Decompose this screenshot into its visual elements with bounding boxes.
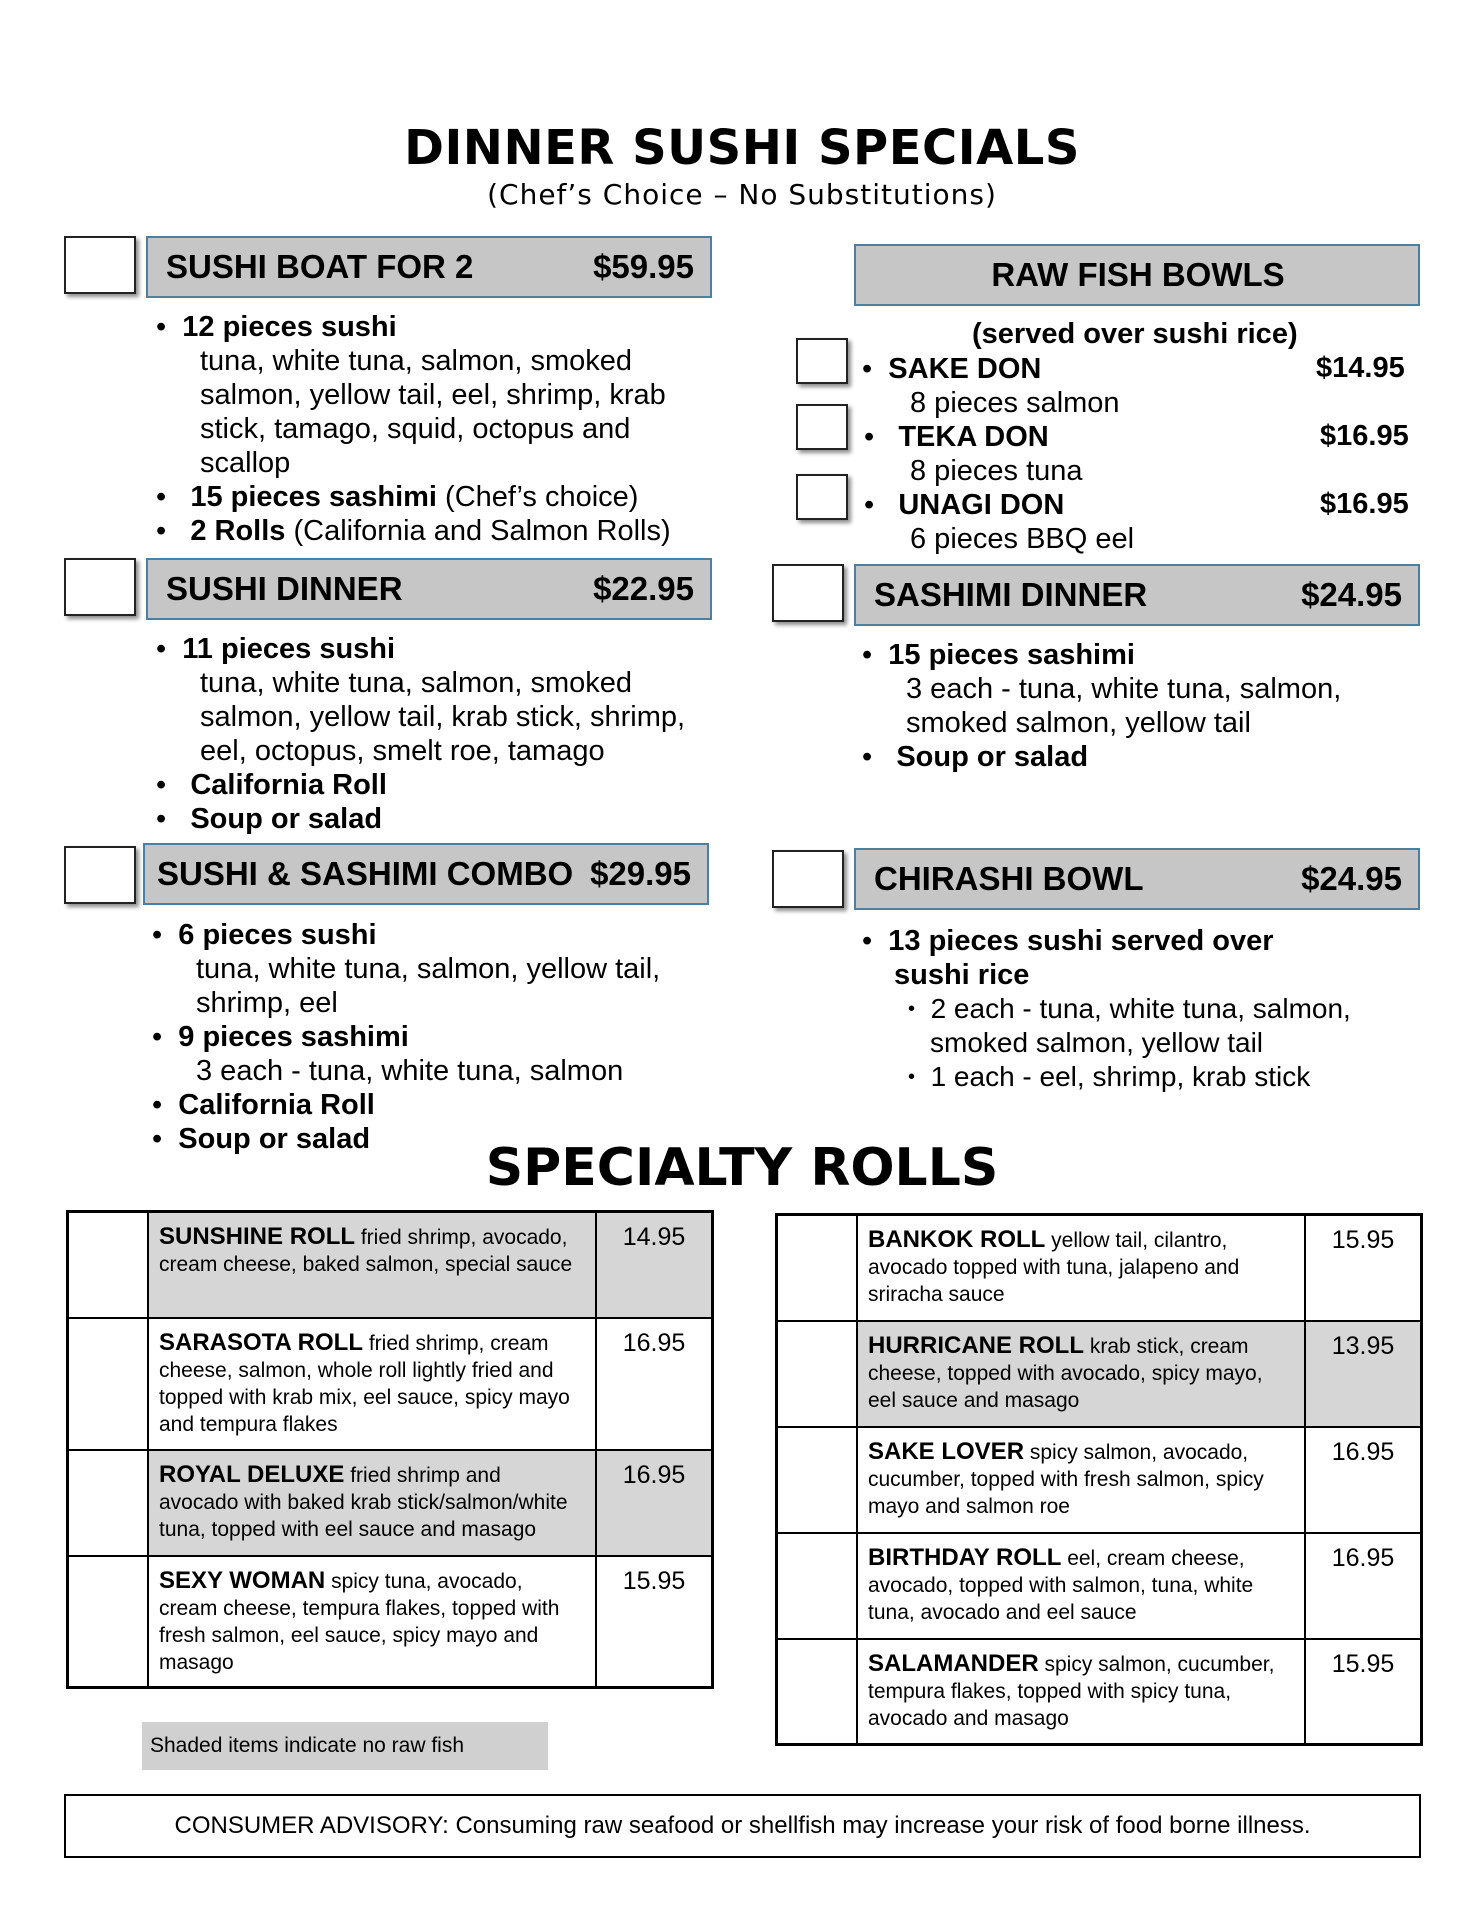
list-item: • 2 each - tuna, white tuna, salmon, [908,993,1351,1024]
raw-fish-bowls-note: (served over sushi rice) [972,318,1298,350]
roll-price: 13.95 [1305,1321,1422,1427]
teka-don-price: $16.95 [1320,420,1409,452]
combo-name: SUSHI & SASHIMI COMBO [157,855,574,892]
list-item: • Soup or salad [152,1123,371,1155]
table-row [777,1215,1422,1321]
sushi-boat-price: $59.95 [593,248,694,285]
raw-fish-bowls-name: RAW FISH BOWLS [991,256,1285,293]
page-subtitle: (Chef’s Choice – No Substitutions) [487,178,997,211]
sushi-dinner-name: SUSHI DINNER [166,570,403,607]
list-item: • Soup or salad [156,803,383,835]
sushi-boat-desc: tuna, white tuna, salmon, smoked salmon, yellow tail, eel, shrimp, krab stick, tamago, squid, octopus and scallop [200,345,666,479]
table-row [777,1639,1422,1745]
roll-checkbox[interactable] [777,1427,858,1533]
teka-don-name: • TEKA DON [864,421,1049,453]
chirashi-checkbox[interactable] [772,850,844,908]
sashimi-dinner-price: $24.95 [1301,576,1402,613]
list-item: • 11 pieces sushi [156,633,396,665]
chirashi-price: $24.95 [1301,860,1402,897]
sashimi-dinner-checkbox[interactable] [772,564,844,622]
roll-description: SUNSHINE ROLL fried shrimp, avocado, cream cheese, baked salmon, special sauce [148,1212,596,1318]
list-item-cont: smoked salmon, yellow tail [930,1027,1264,1058]
roll-description: BANKOK ROLL yellow tail, cilantro, avocado topped with tuna, jalapeno and sriracha sauce [857,1215,1305,1321]
table-row [68,1450,713,1556]
sake-don-name: • SAKE DON [862,353,1042,385]
sake-don-desc: 8 pieces salmon [910,387,1120,419]
roll-price: 14.95 [596,1212,713,1318]
specialty-rolls-title: SPECIALTY ROLLS [485,1138,999,1198]
list-item: • 9 pieces sashimi [152,1021,409,1053]
consumer-advisory: CONSUMER ADVISORY: Consuming raw seafood or shellfish may increase your risk of food borne illness. [64,1794,1421,1858]
sushi-boat-checkbox[interactable] [64,236,136,294]
roll-price: 16.95 [596,1450,713,1556]
sushi-dinner-header [146,558,712,620]
sushi-boat-header [146,236,712,298]
sake-don-checkbox[interactable] [796,338,848,384]
roll-description: BIRTHDAY ROLL eel, cream cheese, avocado, topped with salmon, tuna, white tuna, avocado and eel sauce [857,1533,1305,1639]
chirashi-name: CHIRASHI BOWL [874,860,1144,897]
list-item: • 1 each - eel, shrimp, krab stick [908,1061,1311,1092]
roll-checkbox[interactable] [68,1556,149,1688]
roll-checkbox[interactable] [68,1212,149,1318]
unagi-don-checkbox[interactable] [796,474,848,520]
list-item: • 13 pieces sushi served over [862,925,1274,957]
list-item: • 15 pieces sashimi [862,639,1135,671]
table-row [68,1212,713,1318]
list-item-cont: sushi rice [894,959,1030,991]
roll-price: 15.95 [596,1556,713,1688]
roll-checkbox[interactable] [777,1321,858,1427]
combo-sashimi-desc: 3 each - tuna, white tuna, salmon [196,1055,624,1087]
roll-checkbox[interactable] [68,1450,149,1556]
teka-don-desc: 8 pieces tuna [910,455,1083,487]
shaded-items-note: Shaded items indicate no raw fish [142,1722,548,1770]
roll-checkbox[interactable] [777,1639,858,1745]
combo-sushi-desc: tuna, white tuna, salmon, yellow tail, shrimp, eel [196,953,661,1019]
table-row [777,1321,1422,1427]
page-title: DINNER SUSHI SPECIALS [404,120,1080,176]
teka-don-checkbox[interactable] [796,404,848,450]
rolls-table-left [66,1210,714,1689]
table-row [777,1533,1422,1639]
unagi-don-name: • UNAGI DON [864,489,1065,521]
list-item: • California Roll [156,769,387,801]
sashimi-dinner-desc: 3 each - tuna, white tuna, salmon, smoked salmon, yellow tail [906,673,1342,739]
roll-price: 16.95 [1305,1427,1422,1533]
unagi-don-price: $16.95 [1320,488,1409,520]
roll-description: SAKE LOVER spicy salmon, avocado, cucumber, topped with fresh salmon, spicy mayo and salmon roe [857,1427,1305,1533]
list-item: • 6 pieces sushi [152,919,377,951]
unagi-don-desc: 6 pieces BBQ eel [910,523,1135,555]
list-item: • Soup or salad [862,741,1089,773]
list-item: • 15 pieces sashimi (Chef’s choice) [156,481,639,513]
roll-description: SALAMANDER spicy salmon, cucumber, tempura flakes, topped with spicy tuna, avocado and masago [857,1639,1305,1745]
sushi-dinner-desc: tuna, white tuna, salmon, smoked salmon, yellow tail, krab stick, shrimp, eel, octopus, smelt roe, tamago [200,667,686,767]
list-item: • 12 pieces sushi [156,311,397,343]
table-row [68,1556,713,1688]
sushi-dinner-price: $22.95 [593,570,694,607]
roll-checkbox[interactable] [777,1215,858,1321]
table-row [777,1427,1422,1533]
roll-price: 16.95 [1305,1533,1422,1639]
sashimi-dinner-name: SASHIMI DINNER [874,576,1148,613]
sake-don-price: $14.95 [1316,352,1405,384]
raw-fish-bowls-header [854,244,1420,306]
roll-description: SARASOTA ROLL fried shrimp, cream cheese, salmon, whole roll lightly fried and topped with krab mix, eel sauce, spicy mayo and tempura flakes [148,1318,596,1450]
sushi-dinner-checkbox[interactable] [64,558,136,616]
roll-price: 15.95 [1305,1215,1422,1321]
roll-checkbox[interactable] [68,1318,149,1450]
rolls-table-right [775,1213,1423,1746]
table-row [68,1318,713,1450]
roll-checkbox[interactable] [777,1533,858,1639]
roll-description: HURRICANE ROLL krab stick, cream cheese, topped with avocado, spicy mayo, eel sauce and masago [857,1321,1305,1427]
list-item: • 2 Rolls (California and Salmon Rolls) [156,515,671,547]
list-item: • California Roll [152,1089,375,1121]
sashimi-dinner-header [854,564,1420,626]
roll-price: 15.95 [1305,1639,1422,1745]
chirashi-header [854,848,1420,910]
combo-checkbox[interactable] [64,846,136,904]
combo-price: $29.95 [590,855,691,892]
sushi-boat-name: SUSHI BOAT FOR 2 [166,248,474,285]
roll-description: SEXY WOMAN spicy tuna, avocado, cream cheese, tempura flakes, topped with fresh salmon, eel sauce, spicy mayo and masago [148,1556,596,1688]
combo-header [143,843,709,905]
roll-price: 16.95 [596,1318,713,1450]
roll-description: ROYAL DELUXE fried shrimp and avocado with baked krab stick/salmon/white tuna, topped with eel sauce and masago [148,1450,596,1556]
